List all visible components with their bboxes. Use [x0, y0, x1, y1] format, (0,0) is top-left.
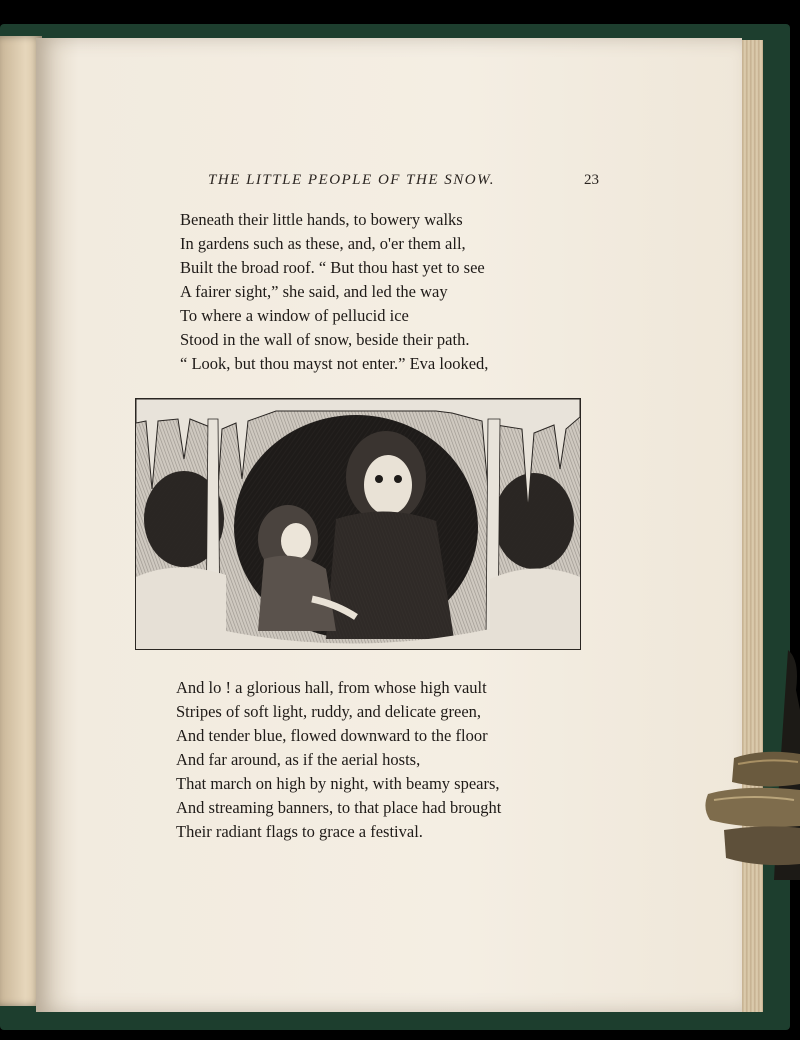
- poem-line: To where a window of pellucid ice: [180, 306, 409, 325]
- running-head: THE LITTLE PEOPLE OF THE SNOW.: [208, 172, 495, 188]
- engraving-illustration: [135, 398, 581, 650]
- poem-stanza-top: [180, 208, 488, 376]
- poem-line: That march on high by night, with beamy spears,: [176, 774, 500, 793]
- poem-line: A fairer sight,” she said, and led the way: [180, 282, 448, 301]
- poem-line: Beneath their little hands, to bowery walks: [180, 210, 463, 229]
- poem-line: Stood in the wall of snow, beside their path.: [180, 330, 470, 349]
- poem-line: Their radiant flags to grace a festival.: [176, 822, 423, 841]
- page-number: 23: [584, 172, 599, 188]
- poem-line: And lo ! a glorious hall, from whose high vault: [176, 678, 487, 697]
- poem-line: And tender blue, flowed downward to the floor: [176, 726, 488, 745]
- poem-line: In gardens such as these, and, o'er them all,: [180, 234, 466, 253]
- book-clasp: [704, 650, 800, 880]
- poem-line: And far around, as if the aerial hosts,: [176, 750, 421, 769]
- poem-stanza-bottom: [176, 676, 501, 844]
- poem-line: Built the broad roof. “ But thou hast yet to see: [180, 258, 485, 277]
- poem-line: And streaming banners, to that place had brought: [176, 798, 502, 817]
- poem-line: Stripes of soft light, ruddy, and delicate green,: [176, 702, 482, 721]
- poem-line: “ Look, but thou mayst not enter.” Eva looked,: [180, 354, 489, 373]
